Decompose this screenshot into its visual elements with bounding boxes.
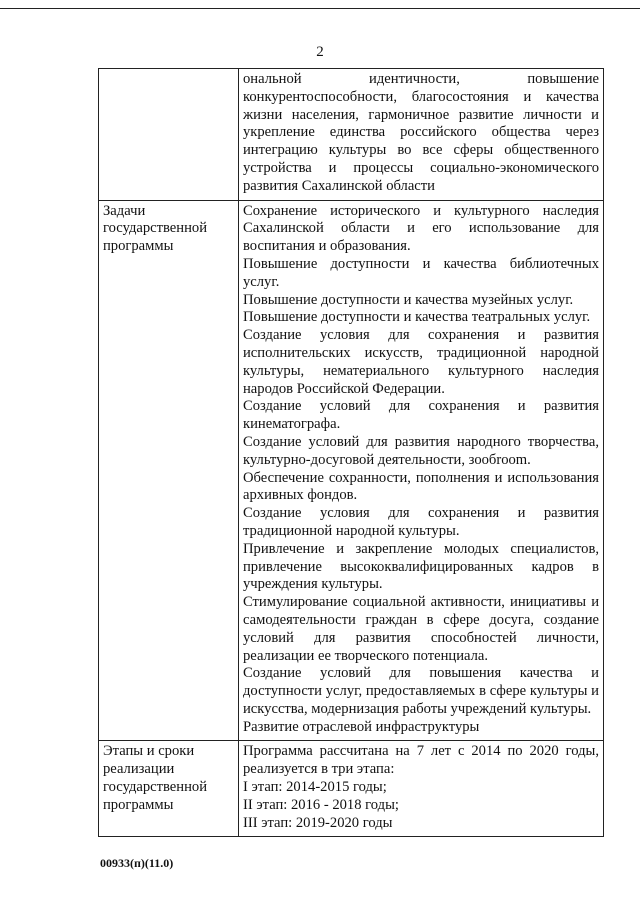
paragraph: ональной идентичности, повышение конкурентоспособности, благосостояния и качества жизни населения, гармоничное развитие личности и укрепление единства российского общества через интеграцию культуры во все сферы общественного устройства и процессы социально-экономического развития Сахалинской области — [243, 71, 599, 194]
paragraph: Программа рассчитана на 7 лет с 2014 по 2020 годы, реализуется в три этапа: — [243, 743, 599, 778]
paragraph: Создание условий для развития народного творчества, культурно-досуговой деятельности, зообroom. — [243, 433, 599, 468]
row-label — [99, 69, 239, 201]
paragraph: Обеспечение сохранности, пополнения и использования архивных фондов. — [243, 469, 599, 504]
paragraph: Привлечение и закрепление молодых специалистов, привлечение высококвалифицированных кадров в учреждения культуры. — [243, 540, 599, 593]
paragraph: Создание условий для сохранения и развития кинематографа. — [243, 398, 599, 433]
page-number: 2 — [316, 44, 324, 60]
row-content — [239, 69, 604, 201]
paragraph: Повышение доступности и качества музейных услуг. — [243, 291, 574, 308]
document-code: 00933(п)(11.0) — [100, 856, 174, 870]
top-rule — [0, 8, 640, 9]
paragraph: III этап: 2019-2020 годы — [243, 814, 393, 831]
paragraph: Создание условия для сохранения и развития исполнительских искусств, традиционной народной культуры, нематериального культурного наследия народов Российской Федерации. — [243, 327, 599, 397]
paragraph: Развитие отраслевой инфраструктуры — [243, 718, 480, 735]
paragraph: Повышение доступности и качества театральных услуг. — [243, 309, 591, 326]
paragraph: Создание условий для повышения качества и доступности услуг, предоставляемых в сфере культуры и искусства, модернизация работы учреждений культуры. — [243, 665, 599, 717]
paragraph: I этап: 2014-2015 годы; — [243, 779, 387, 796]
row-label: Задачи государственной программы — [99, 200, 239, 741]
row-content — [239, 200, 604, 741]
paragraph: II этап: 2016 - 2018 годы; — [243, 796, 399, 813]
table-row — [99, 200, 604, 741]
row-content — [239, 741, 604, 837]
row-label: Этапы и сроки реализации государственной программы — [99, 741, 239, 837]
paragraph: Сохранение исторического и культурного наследия Сахалинской области и его использование для воспитания и образования. — [243, 202, 599, 255]
paragraph: Повышение доступности и качества библиотечных услуг. — [243, 255, 599, 290]
table-row — [99, 741, 604, 837]
paragraph: Стимулирование социальной активности, инициативы и самодеятельности граждан в сфере досуга, создание условий для развития способностей личности, реализации ее творческого потенциала. — [243, 594, 599, 664]
table-row — [99, 69, 604, 201]
paragraph: Создание условия для сохранения и развития традиционной народной культуры. — [243, 505, 599, 539]
program-passport-table — [98, 68, 604, 837]
